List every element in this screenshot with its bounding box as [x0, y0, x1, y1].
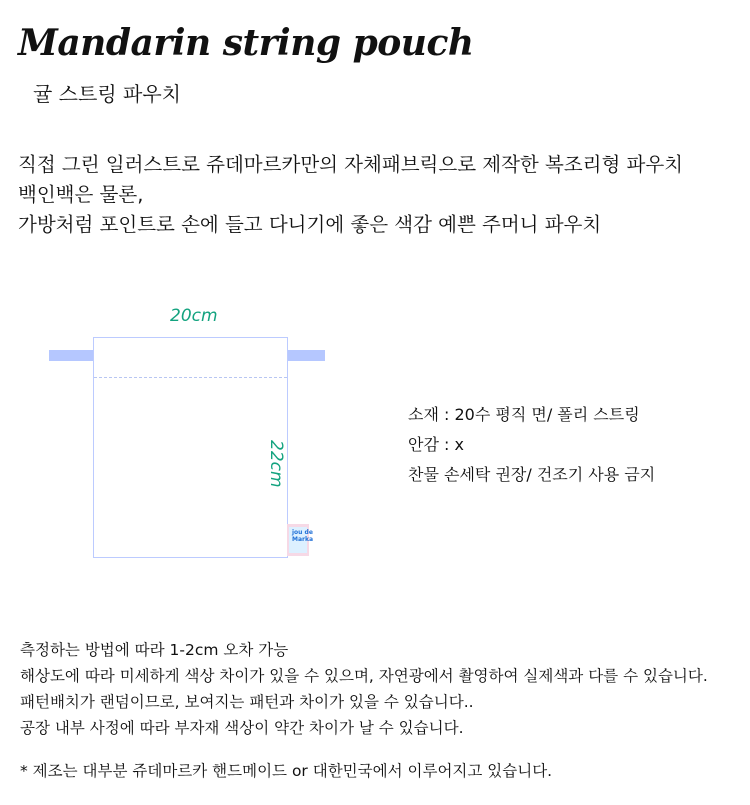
product-description	[18, 150, 683, 240]
brand-tag-logo	[292, 529, 313, 543]
notice-list	[20, 637, 708, 741]
stitch-line	[94, 377, 287, 378]
manufacturing-footnote: * 제조는 대부분 쥬데마르카 핸드메이드 or 대한민국에서 이루어지고 있습니다.	[20, 762, 553, 780]
height-dimension-label: 22cm	[266, 440, 286, 488]
product-title: Mandarin string pouch	[18, 22, 474, 64]
product-subtitle: 귤 스트링 파우치	[33, 82, 181, 106]
pouch-outline	[93, 337, 288, 558]
spec-lining: 안감 : x	[408, 435, 464, 454]
description-line: 가방처럼 포인트로 손에 들고 다니기에 좋은 색감 예쁜 주머니 파우치	[18, 213, 602, 236]
drawstring-left	[49, 350, 94, 361]
brand-tag-label	[289, 527, 314, 553]
brand-tag	[287, 524, 314, 556]
description-line: 백인백은 물론,	[18, 183, 144, 206]
drawstring-right	[287, 350, 325, 361]
product-specs	[408, 400, 655, 490]
notice-item: 공장 내부 사정에 따라 부자재 색상이 약간 차이가 날 수 있습니다.	[20, 719, 464, 737]
brand-tag-logo-line: jou de	[292, 529, 313, 536]
spec-material: 소재 : 20수 평직 면/ 폴리 스트링	[408, 405, 640, 424]
width-dimension-label: 20cm	[170, 306, 218, 326]
notice-item: 패턴배치가 랜덤이므로, 보여지는 패턴과 차이가 있을 수 있습니다..	[20, 693, 474, 711]
notice-item: 해상도에 따라 미세하게 색상 차이가 있을 수 있으며, 자연광에서 촬영하여 실제색과 다를 수 있습니다.	[20, 667, 708, 685]
description-line: 직접 그린 일러스트로 쥬데마르카만의 자체패브릭으로 제작한 복조리형 파우치	[18, 153, 684, 176]
notice-item: 측정하는 방법에 따라 1-2cm 오차 가능	[20, 641, 289, 659]
brand-tag-logo-line: Marka	[292, 536, 314, 543]
spec-care: 찬물 손세탁 권장/ 건조기 사용 금지	[408, 465, 656, 484]
